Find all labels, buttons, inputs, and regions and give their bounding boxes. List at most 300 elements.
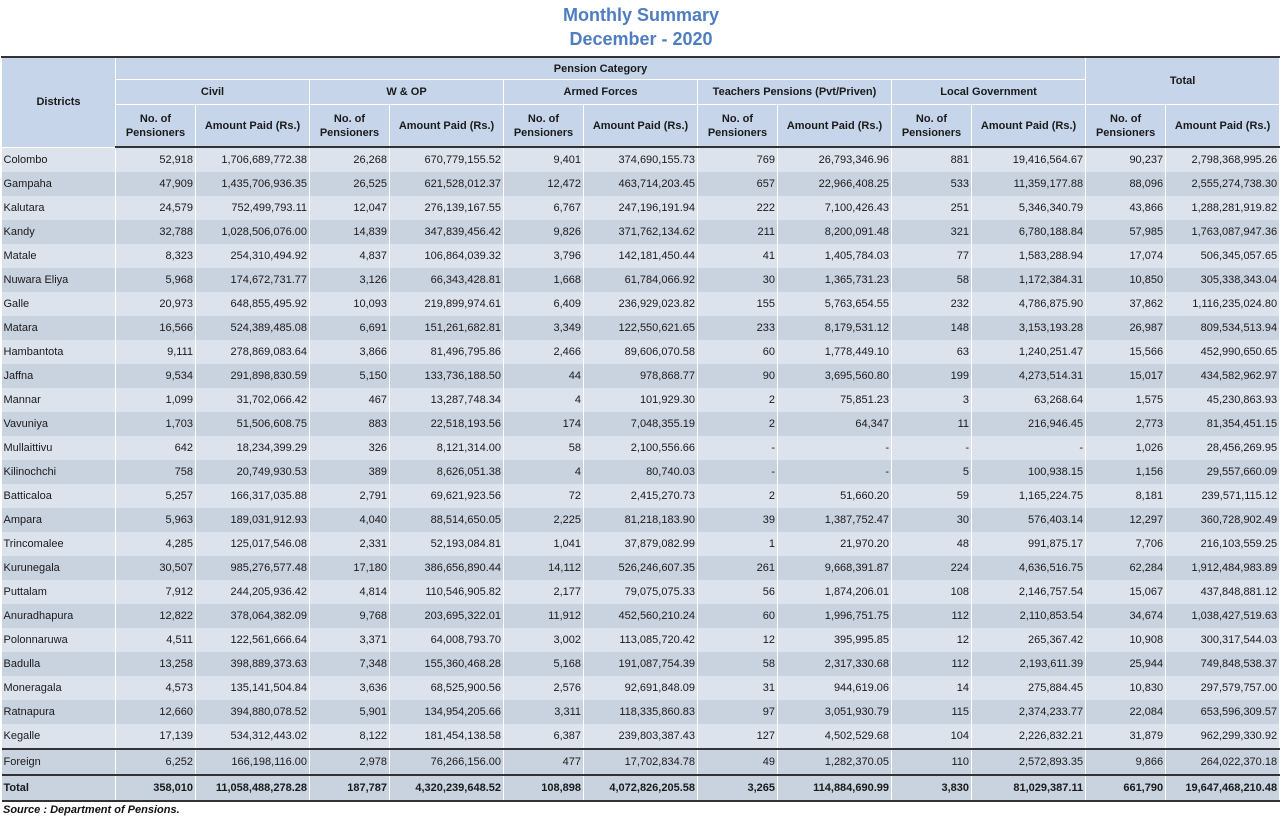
col-header-amount: Amount Paid (Rs.) [1166,105,1280,148]
amount-cell: 1,282,370.05 [778,749,892,775]
amount-cell: 219,899,974.61 [390,292,504,316]
pensioners-cell: 17,180 [310,556,390,580]
amount-cell: 452,990,650.65 [1166,340,1280,364]
pensioners-cell: 358,010 [116,775,196,801]
pensioners-cell: 56 [698,580,778,604]
pensioners-cell: 3,371 [310,628,390,652]
pensioners-cell: 12,660 [116,700,196,724]
amount-cell: 1,874,206.01 [778,580,892,604]
pensioners-cell: 4,511 [116,628,196,652]
amount-cell: 75,851.23 [778,388,892,412]
pensioners-cell: 758 [116,460,196,484]
pensioners-cell: 211 [698,220,778,244]
pensioners-cell: 533 [892,172,972,196]
table-row [2,676,1280,700]
amount-cell: 264,022,370.18 [1166,749,1280,775]
pensioners-cell: 4,040 [310,508,390,532]
amount-cell: 69,621,923.56 [390,484,504,508]
amount-cell: 978,868.77 [584,364,698,388]
amount-cell: 181,454,138.58 [390,724,504,749]
pensioners-cell: 31,879 [1086,724,1166,749]
amount-cell: 118,335,860.83 [584,700,698,724]
amount-cell: 374,690,155.73 [584,147,698,172]
pensioners-cell: 3,866 [310,340,390,364]
amount-cell: 8,121,314.00 [390,436,504,460]
pensioners-cell: 3,636 [310,676,390,700]
pensioners-cell: 14,839 [310,220,390,244]
pensioners-cell: 10,830 [1086,676,1166,700]
amount-cell: 297,579,757.00 [1166,676,1280,700]
pensioners-cell: 9,866 [1086,749,1166,775]
pensioners-cell: 17,139 [116,724,196,749]
district-cell: Matale [2,244,116,268]
col-header-pensioners: No. of Pensioners [1086,105,1166,148]
amount-cell: 52,193,084.81 [390,532,504,556]
pensioners-cell: 25,944 [1086,652,1166,676]
amount-cell: 122,550,621.65 [584,316,698,340]
pensioners-cell: 1,099 [116,388,196,412]
pensioners-cell: 32,788 [116,220,196,244]
amount-cell: 275,884.45 [972,676,1086,700]
pension-summary-table [1,56,1280,802]
amount-cell: 305,338,343.04 [1166,268,1280,292]
amount-cell: 51,660.20 [778,484,892,508]
amount-cell: 3,695,560.80 [778,364,892,388]
pensioners-cell: 22,084 [1086,700,1166,724]
amount-cell: 2,146,757.54 [972,580,1086,604]
amount-cell: 29,557,660.09 [1166,460,1280,484]
pensioners-cell: 14,112 [504,556,584,580]
district-cell: Trincomalee [2,532,116,556]
amount-cell: 100,938.15 [972,460,1086,484]
report-title: Monthly Summary [562,5,720,25]
category-header-local-government: Local Government [892,80,1086,105]
table-row [2,220,1280,244]
pensioners-cell: 12,047 [310,196,390,220]
amount-cell: 653,596,309.57 [1166,700,1280,724]
pensioners-cell: 110 [892,749,972,775]
pensioners-cell: 5,257 [116,484,196,508]
amount-cell: 66,343,428.81 [390,268,504,292]
table-row [2,460,1280,484]
amount-cell: 28,456,269.95 [1166,436,1280,460]
category-header-teachers: Teachers Pensions (Pvt/Priven) [698,80,892,105]
pensioners-cell: 127 [698,724,778,749]
amount-cell: 191,087,754.39 [584,652,698,676]
pensioners-cell: 3,796 [504,244,584,268]
pensioners-cell: 2 [698,388,778,412]
district-cell: Ampara [2,508,116,532]
pensioners-cell: 326 [310,436,390,460]
pensioners-cell: 174 [504,412,584,436]
pensioners-cell: 1,041 [504,532,584,556]
pensioners-cell: 3,002 [504,628,584,652]
district-cell: Kegalle [2,724,116,749]
pensioners-cell: 2,225 [504,508,584,532]
pensioners-cell: 72 [504,484,584,508]
amount-cell: 4,636,516.75 [972,556,1086,580]
amount-cell: 962,299,330.92 [1166,724,1280,749]
pensioners-cell: 187,787 [310,775,390,801]
pensioners-cell: 47,909 [116,172,196,196]
pensioners-cell: 112 [892,604,972,628]
district-cell: Polonnaruwa [2,628,116,652]
pensioners-cell: 7,348 [310,652,390,676]
pensioners-cell: 2,331 [310,532,390,556]
pensioners-cell: 108 [892,580,972,604]
pensioners-cell: 769 [698,147,778,172]
amount-cell: 166,198,116.00 [196,749,310,775]
pensioners-cell: 3,349 [504,316,584,340]
pensioners-cell: 58 [892,268,972,292]
pensioners-cell: 5,168 [504,652,584,676]
amount-cell: 1,240,251.47 [972,340,1086,364]
table-row [2,268,1280,292]
amount-cell: 19,647,468,210.48 [1166,775,1280,801]
pensioners-cell: 97 [698,700,778,724]
district-cell: Vavuniya [2,412,116,436]
pensioners-cell: 1,575 [1086,388,1166,412]
amount-cell: 26,793,346.96 [778,147,892,172]
amount-cell: 437,848,881.12 [1166,580,1280,604]
table-row [2,749,1280,775]
pensioners-cell: 1,026 [1086,436,1166,460]
amount-cell: 236,929,023.82 [584,292,698,316]
pensioners-cell: 12,297 [1086,508,1166,532]
pensioners-cell: - [892,436,972,460]
amount-cell: 81,029,387.11 [972,775,1086,801]
pensioners-cell: 199 [892,364,972,388]
amount-cell: 809,534,513.94 [1166,316,1280,340]
amount-cell: 254,310,494.92 [196,244,310,268]
pensioners-cell: 10,908 [1086,628,1166,652]
amount-cell: 81,354,451.15 [1166,412,1280,436]
pensioners-cell: 2,177 [504,580,584,604]
pensioners-cell: 5,901 [310,700,390,724]
pensioners-cell: 2,466 [504,340,584,364]
districts-header: Districts [2,57,116,147]
pensioners-cell: 3,126 [310,268,390,292]
pensioners-cell: 642 [116,436,196,460]
amount-cell: 11,359,177.88 [972,172,1086,196]
amount-cell: 113,085,720.42 [584,628,698,652]
table-row [2,700,1280,724]
table-row [2,292,1280,316]
district-cell: Kilinochchi [2,460,116,484]
district-cell: Total [2,775,116,801]
amount-cell: 670,779,155.52 [390,147,504,172]
district-cell: Kandy [2,220,116,244]
pensioners-cell: 104 [892,724,972,749]
amount-cell: 991,875.17 [972,532,1086,556]
pensioners-cell: 321 [892,220,972,244]
amount-cell: 4,320,239,648.52 [390,775,504,801]
pensioners-cell: 48 [892,532,972,556]
amount-cell: 76,266,156.00 [390,749,504,775]
pensioners-cell: 4 [504,460,584,484]
col-header-amount: Amount Paid (Rs.) [196,105,310,148]
amount-cell: 31,702,066.42 [196,388,310,412]
amount-cell: 151,261,682.81 [390,316,504,340]
pensioners-cell: 6,387 [504,724,584,749]
amount-cell: 114,884,690.99 [778,775,892,801]
pensioners-cell: 15,067 [1086,580,1166,604]
amount-cell: 347,839,456.42 [390,220,504,244]
amount-cell: 166,317,035.88 [196,484,310,508]
pensioners-cell: 6,252 [116,749,196,775]
amount-cell: 534,312,443.02 [196,724,310,749]
table-row [2,388,1280,412]
district-cell: Badulla [2,652,116,676]
table-row [2,604,1280,628]
amount-cell: 81,496,795.86 [390,340,504,364]
district-cell: Colombo [2,147,116,172]
pensioners-cell: 31 [698,676,778,700]
amount-cell: 203,695,322.01 [390,604,504,628]
pensioners-cell: 63 [892,340,972,364]
amount-cell: 45,230,863.93 [1166,388,1280,412]
amount-cell: 9,668,391.87 [778,556,892,580]
amount-cell: 88,514,650.05 [390,508,504,532]
amount-cell: 1,038,427,519.63 [1166,604,1280,628]
amount-cell: 1,288,281,919.82 [1166,196,1280,220]
pensioners-cell: 26,525 [310,172,390,196]
pensioners-cell: 12 [698,628,778,652]
pensioners-cell: 108,898 [504,775,584,801]
pensioners-cell: 10,093 [310,292,390,316]
district-cell: Mannar [2,388,116,412]
pensioners-cell: 2,791 [310,484,390,508]
district-cell: Mullaittivu [2,436,116,460]
pensioners-cell: 12 [892,628,972,652]
amount-cell: 300,317,544.03 [1166,628,1280,652]
pensioners-cell: 155 [698,292,778,316]
amount-cell: 189,031,912.93 [196,508,310,532]
amount-cell: 142,181,450.44 [584,244,698,268]
amount-cell: 463,714,203.45 [584,172,698,196]
pensioners-cell: 49 [698,749,778,775]
pensioners-cell: 43,866 [1086,196,1166,220]
amount-cell: 51,506,608.75 [196,412,310,436]
amount-cell: 122,561,666.64 [196,628,310,652]
pensioners-cell: 115 [892,700,972,724]
pensioners-cell: 7,912 [116,580,196,604]
pensioners-cell: 2,576 [504,676,584,700]
amount-cell: 265,367.42 [972,628,1086,652]
col-header-pensioners: No. of Pensioners [116,105,196,148]
col-header-pensioners: No. of Pensioners [698,105,778,148]
col-header-pensioners: No. of Pensioners [892,105,972,148]
amount-cell: 1,165,224.75 [972,484,1086,508]
amount-cell: 110,546,905.82 [390,580,504,604]
district-cell: Matara [2,316,116,340]
pension-category-header: Pension Category [116,57,1086,80]
table-row [2,316,1280,340]
amount-cell: 524,389,485.08 [196,316,310,340]
pensioners-cell: 26,268 [310,147,390,172]
amount-cell: - [778,460,892,484]
table-row [2,364,1280,388]
pensioners-cell: 3 [892,388,972,412]
col-header-pensioners: No. of Pensioners [310,105,390,148]
amount-cell: 398,889,373.63 [196,652,310,676]
col-header-amount: Amount Paid (Rs.) [390,105,504,148]
amount-cell: 134,954,205.66 [390,700,504,724]
pensioners-cell: 251 [892,196,972,220]
amount-cell: 11,058,488,278.28 [196,775,310,801]
district-cell: Ratnapura [2,700,116,724]
amount-cell: 4,273,514.31 [972,364,1086,388]
total-row [2,775,1280,801]
pensioners-cell: 9,111 [116,340,196,364]
amount-cell: 621,528,012.37 [390,172,504,196]
table-row [2,652,1280,676]
amount-cell: 1,778,449.10 [778,340,892,364]
pensioners-cell: 8,122 [310,724,390,749]
pensioners-cell: 58 [504,436,584,460]
amount-cell: 89,606,070.58 [584,340,698,364]
pensioners-cell: 60 [698,604,778,628]
amount-cell: 2,555,274,738.30 [1166,172,1280,196]
pensioners-cell: 1,703 [116,412,196,436]
pensioners-cell: 477 [504,749,584,775]
amount-cell: 506,345,057.65 [1166,244,1280,268]
pensioners-cell: 11,912 [504,604,584,628]
amount-cell: 2,374,233.77 [972,700,1086,724]
pensioners-cell: 44 [504,364,584,388]
amount-cell: 452,560,210.24 [584,604,698,628]
amount-cell: 125,017,546.08 [196,532,310,556]
pensioners-cell: 12,472 [504,172,584,196]
amount-cell: 133,736,188.50 [390,364,504,388]
pensioners-cell: 15,017 [1086,364,1166,388]
amount-cell: 106,864,039.32 [390,244,504,268]
pensioners-cell: 233 [698,316,778,340]
amount-cell: 5,346,340.79 [972,196,1086,220]
amount-cell: 135,141,504.84 [196,676,310,700]
pensioners-cell: 20,973 [116,292,196,316]
table-row [2,724,1280,749]
pensioners-cell: 90 [698,364,778,388]
pensioners-cell: 2 [698,412,778,436]
amount-cell: 8,200,091.48 [778,220,892,244]
category-header-armed-forces: Armed Forces [504,80,698,105]
pensioners-cell: 9,401 [504,147,584,172]
category-header-civil: Civil [116,80,310,105]
amount-cell: 985,276,577.48 [196,556,310,580]
amount-cell: 3,051,930.79 [778,700,892,724]
amount-cell: 22,518,193.56 [390,412,504,436]
amount-cell: 371,762,134.62 [584,220,698,244]
amount-cell: 2,415,270.73 [584,484,698,508]
amount-cell: 1,435,706,936.35 [196,172,310,196]
table-row [2,436,1280,460]
pensioners-cell: 3,830 [892,775,972,801]
pensioners-cell: 15,566 [1086,340,1166,364]
pensioners-cell: 3,265 [698,775,778,801]
table-row [2,628,1280,652]
pensioners-cell: 232 [892,292,972,316]
pensioners-cell: 881 [892,147,972,172]
amount-cell: 1,706,689,772.38 [196,147,310,172]
pensioners-cell: - [698,460,778,484]
table-row [2,244,1280,268]
district-cell: Kalutara [2,196,116,220]
amount-cell: 244,205,936.42 [196,580,310,604]
pensioners-cell: 58 [698,652,778,676]
amount-cell: 2,572,893.35 [972,749,1086,775]
amount-cell: 1,996,751.75 [778,604,892,628]
report-subtitle: December - 2020 [569,29,713,49]
source-note: Source : Department of Pensions. [3,804,180,816]
amount-cell: - [778,436,892,460]
pensioners-cell: 1,156 [1086,460,1166,484]
amount-cell: 1,172,384.31 [972,268,1086,292]
pensioners-cell: 7,706 [1086,532,1166,556]
pensioners-cell: 6,767 [504,196,584,220]
pensioners-cell: 57,985 [1086,220,1166,244]
amount-cell: 1,387,752.47 [778,508,892,532]
pensioners-cell: 9,826 [504,220,584,244]
amount-cell: 749,848,538.37 [1166,652,1280,676]
amount-cell: 1,763,087,947.36 [1166,220,1280,244]
pensioners-cell: 261 [698,556,778,580]
pensioners-cell: 6,409 [504,292,584,316]
district-cell: Nuwara Eliya [2,268,116,292]
table-row [2,532,1280,556]
amount-cell: 174,672,731.77 [196,268,310,292]
amount-cell: 2,100,556.66 [584,436,698,460]
amount-cell: 395,995.85 [778,628,892,652]
pensioners-cell: 389 [310,460,390,484]
amount-cell: 386,656,890.44 [390,556,504,580]
pensioners-cell: 41 [698,244,778,268]
pensioners-cell: 30 [698,268,778,292]
pensioners-cell: 17,074 [1086,244,1166,268]
amount-cell: 526,246,607.35 [584,556,698,580]
pensioners-cell: 59 [892,484,972,508]
pensioners-cell: 4,573 [116,676,196,700]
amount-cell: 1,405,784.03 [778,244,892,268]
amount-cell: 21,970.20 [778,532,892,556]
amount-cell: 2,798,368,995.26 [1166,147,1280,172]
amount-cell: 5,763,654.55 [778,292,892,316]
amount-cell: 247,196,191.94 [584,196,698,220]
amount-cell: 7,100,426.43 [778,196,892,220]
table-row [2,484,1280,508]
category-header-w-op: W & OP [310,80,504,105]
pensioners-cell: 37,862 [1086,292,1166,316]
amount-cell: 92,691,848.09 [584,676,698,700]
amount-cell: 1,912,484,983.89 [1166,556,1280,580]
pensioners-cell: 661,790 [1086,775,1166,801]
pensioners-cell: 2,773 [1086,412,1166,436]
amount-cell: 648,855,495.92 [196,292,310,316]
col-header-amount: Amount Paid (Rs.) [778,105,892,148]
pensioners-cell: 5,963 [116,508,196,532]
amount-cell: 61,784,066.92 [584,268,698,292]
amount-cell: 37,879,082.99 [584,532,698,556]
pensioners-cell: 62,284 [1086,556,1166,580]
amount-cell: 1,028,506,076.00 [196,220,310,244]
pensioners-cell: 657 [698,172,778,196]
pensioners-cell: 3,311 [504,700,584,724]
pensioners-cell: 4 [504,388,584,412]
table-row [2,147,1280,172]
pensioners-cell: 5 [892,460,972,484]
amount-cell: 2,317,330.68 [778,652,892,676]
pensioners-cell: 12,822 [116,604,196,628]
